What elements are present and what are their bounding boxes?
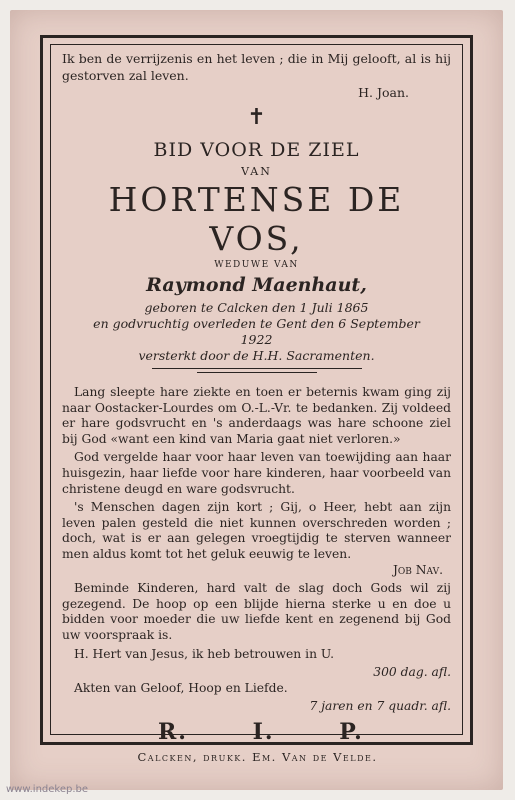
rip-r: R. — [158, 718, 188, 745]
husband-name: Raymond Maenhaut, — [146, 274, 367, 296]
prayer-heading: BID VOOR DE ZIEL — [153, 139, 360, 161]
job-source: Job Nav. — [392, 562, 443, 577]
deceased-name: HORTENSE DE VOS, — [108, 180, 405, 258]
prayer-sacred-heart: H. Hert van Jesus, ik heb betrouwen in U. — [74, 646, 335, 661]
epigraph-source: H. Joan. — [358, 85, 409, 100]
printer-credit: Calcken, drukk. Em. Van de Velde. — [137, 750, 378, 764]
rip-letters — [62, 719, 451, 745]
site-watermark: www.indekep.be — [6, 784, 89, 795]
paragraph-children: Beminde Kinderen, hard valt de slag doch Gods wil zij gezegend. De hoop op een blijde hierna sterke u en doe u bidden voor moeder die uw liefde kent en zegenend bij God uw voorspraak is. — [62, 581, 451, 642]
divider-short — [197, 372, 317, 373]
divider-long — [152, 368, 362, 369]
birth-line: geboren te Calcken den 1 Juli 1865 — [144, 300, 369, 315]
life-dates — [62, 300, 451, 364]
indulgence-acts: 7 jaren en 7 quadr. afl. — [309, 699, 451, 714]
death-year: 1922 — [240, 332, 273, 347]
rip-i: I. — [252, 718, 275, 745]
epigraph-text: Ik ben de verrijzenis en het leven ; die in Mij gelooft, al is hij gestorven zal leven. — [62, 51, 451, 83]
widow-of-label: WEDUWE VAN — [214, 260, 299, 270]
rip-p: P. — [339, 718, 364, 745]
paragraph-job — [62, 500, 451, 578]
memorial-text — [62, 385, 451, 715]
death-line: en godvruchtig overleden te Gent den 6 September — [93, 316, 420, 331]
job-quote: 's Menschen dagen zijn kort ; Gij, o Heer, hebt aan zijn leven palen gesteld die niet kunnen overschreden worden ; doch, wat is er aan gelegen vroegtijdig te sterven wanneer men aldus komt tot het geluk eeuwig te leven. — [62, 500, 451, 561]
epigraph — [62, 50, 451, 101]
prayer-acts: Akten van Geloof, Hoop en Liefde. — [74, 680, 288, 695]
card-content — [62, 50, 451, 745]
paragraph-illness: Lang sleepte hare ziekte en toen er beternis kwam ging zij naar Oostacker-Lourdes om O.-L.-Vr. te bedanken. Zij voldeed er hare godsvrucht en 's anderdaags was hare schoone ziel bij God «want een kind van Maria gaat niet verloren.» — [62, 385, 451, 446]
van-label: VAN — [241, 165, 272, 178]
sacraments-line: versterkt door de H.H. Sacramenten. — [138, 348, 375, 363]
cross-icon: ✝ — [247, 105, 266, 130]
paragraph-devotion: God vergelde haar voor haar leven van toewijding aan haar huisgezin, haar liefde voor hare kinderen, haar voorbeeld van christene deugd en ware godsvrucht. — [62, 450, 451, 496]
indulgence-sacred-heart: 300 dag. afl. — [373, 665, 451, 680]
